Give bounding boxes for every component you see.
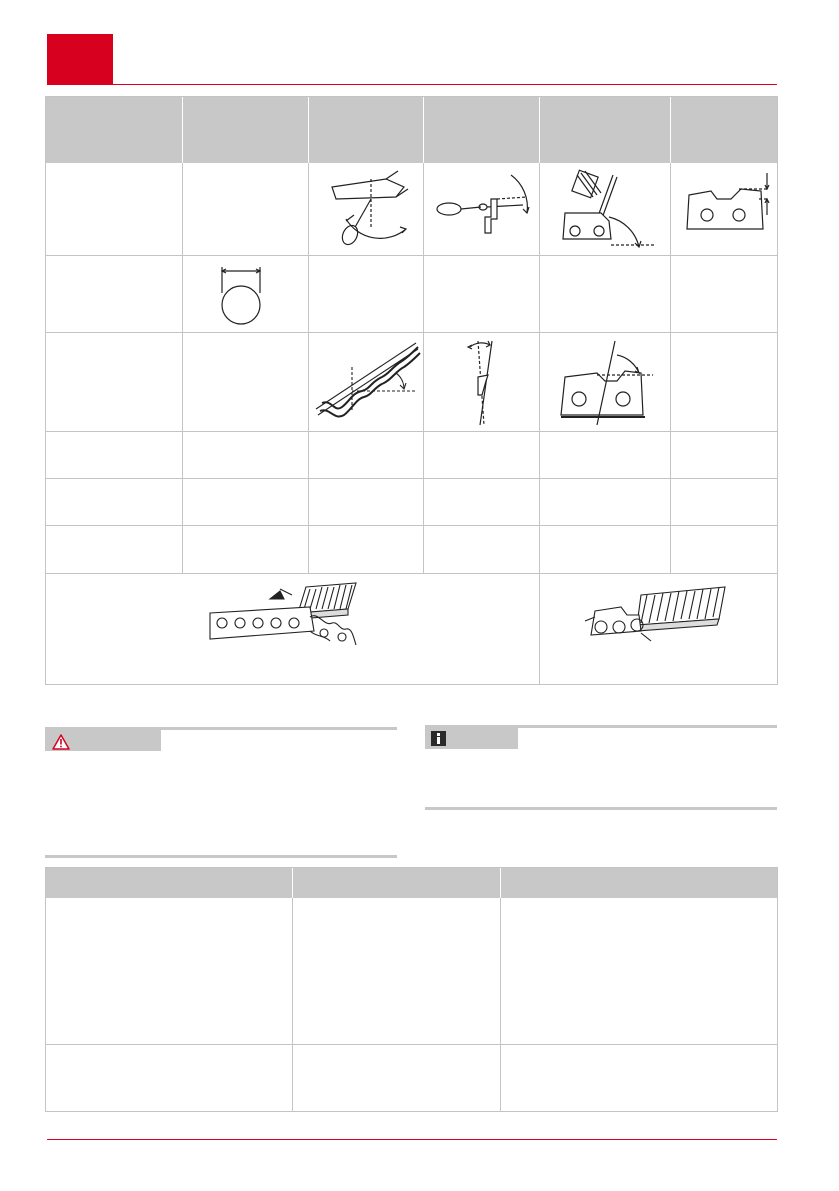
troubleshooting-table — [45, 867, 778, 1112]
filing-angle-cutter-diagram — [551, 167, 661, 251]
file-diameter-diagram — [206, 263, 276, 327]
file-holding-angle-diagram — [326, 169, 416, 249]
warning-label-tag — [45, 730, 161, 751]
cutter-side-plate-angle-diagram — [551, 337, 661, 427]
info-note — [425, 725, 777, 810]
sharpening-spec-table — [45, 96, 778, 685]
warning-note — [45, 727, 397, 858]
table-header-row — [46, 868, 777, 898]
depth-gauge-filing-diagram — [206, 581, 376, 671]
depth-gauge-height-diagram — [681, 169, 773, 249]
depth-gauge-tool-diagram — [581, 581, 731, 671]
info-icon — [431, 731, 446, 746]
header-rule — [47, 84, 777, 85]
chapter-marker — [47, 34, 113, 85]
file-tilt-angle-diagram — [456, 337, 516, 427]
warning-triangle-icon — [52, 734, 70, 750]
info-label-tag — [425, 728, 518, 749]
file-guide-angle-diagram — [431, 169, 533, 249]
chain-top-plate-angle-diagram — [312, 337, 422, 427]
table-header-row — [46, 97, 777, 163]
footer-rule — [47, 1139, 777, 1140]
